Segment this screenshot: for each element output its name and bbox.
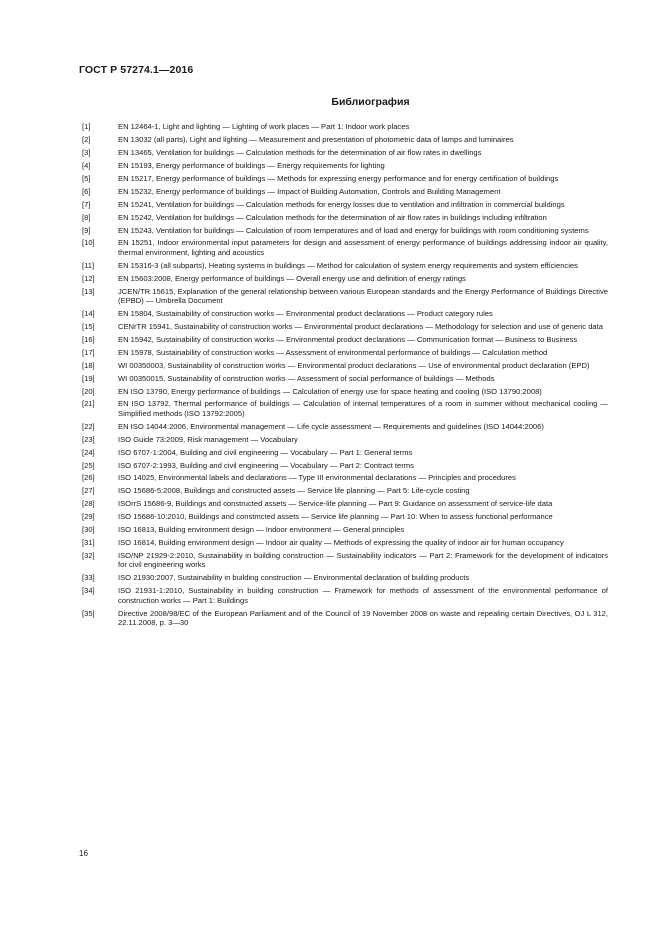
reference-text: CENrTR 15941, Sustainability of construction works — Environmental product declarations — Methodology for selection and use of generic data (118, 321, 603, 331)
bibliography-entry (82, 213, 608, 222)
reference-text: EN 15942, Sustainability of construction works — Environmental product declarations — Communication format — Business to Business (118, 334, 578, 344)
reference-number: [7] (82, 199, 91, 209)
bibliography-entry (82, 174, 608, 183)
reference-text: Directive 2008/98/EC of the European Parliament and of the Council of 19 November 2008 on waste and repealing certain Directives, OJ L 312, 22.11.2008, p. 3—30 (118, 608, 608, 627)
reference-number: [9] (82, 225, 91, 235)
reference-number: [18] (82, 360, 95, 370)
reference-text: EN 15804, Sustainability of construction works — Environmental product declarations — Product category rules (118, 308, 493, 318)
reference-number: [19] (82, 373, 95, 383)
reference-text: ISO 16814, Building environment design — Indoor air quality — Methods of expressing the quality of indoor air for human occupancy (118, 538, 564, 548)
reference-number: [33] (82, 573, 95, 583)
reference-text: ISO Guide 73:2009, Risk management — Vocabulary (118, 434, 298, 444)
bibliography-entry (82, 148, 608, 157)
bibliography-entry (82, 238, 608, 257)
reference-text: EN 15243, Ventilation for buildings — Calculation of room temperatures and of load and energy for buildings with room conditioning systems (118, 225, 589, 235)
reference-number: [35] (82, 608, 95, 618)
reference-number: [5] (82, 173, 91, 183)
reference-text: EN 15978, Sustainability of construction works — Assessment of environmental performance of buildings — Calculation method (118, 347, 548, 357)
reference-text: ISO 16813, Building environment design — Indoor environment — General principles (118, 525, 405, 535)
reference-number: [13] (82, 286, 95, 296)
reference-number: [10] (82, 238, 95, 248)
reference-number: [22] (82, 421, 95, 431)
reference-number: [30] (82, 525, 95, 535)
reference-number: [4] (82, 160, 91, 170)
reference-text: EN 15232, Energy performance of buildings — Impact of Building Automation, Controls and Building Management (118, 186, 501, 196)
reference-number: [1] (82, 122, 91, 131)
bibliography-entry (82, 609, 608, 628)
bibliography-entry (82, 261, 608, 270)
reference-text: ISO/NP 21929-2:2010, Sustainability in building construction — Sustainability indicators — Part 2: Framework for the development of indicators for civil engineering works (118, 551, 608, 570)
reference-number: [29] (82, 512, 95, 522)
reference-text: EN 15217, Energy performance of buildings — Methods for expressing energy performance and for energy certification of buildings (118, 173, 559, 183)
reference-text: EN ISO 13790, Energy performance of buildings — Calculation of energy use for space heating and cooling (ISO 13790:2008) (118, 386, 542, 396)
reference-text: ISO 6707-2:1993, Building and civil engineering — Vocabulary — Part 2: Contract terms (118, 460, 414, 470)
reference-text: ISO 15686-5:2008, Buildings and constructed assets — Service life planning — Part 5: Life-cycle costing (118, 486, 470, 496)
reference-text: WI 00350015, Sustainability of construction works — Assessment of social performance of buildings — Methods (118, 373, 495, 383)
reference-number: [14] (82, 308, 95, 318)
document-code: ГОСТ Р 57274.1—2016 (79, 64, 194, 76)
bibliography-entry (82, 374, 608, 383)
bibliography-entry (82, 335, 608, 344)
bibliography-entry (82, 586, 608, 605)
reference-number: [2] (82, 134, 91, 144)
reference-text: ISO 15686-10:2010, Buildings and constmcted assets — Service life planning — Part 10: When to assess functional performance (118, 512, 553, 522)
bibliography-entry (82, 448, 608, 457)
reference-text: EN 12464-1, Light and lighting — Lighting of work places — Part 1: Indoor work places (118, 122, 410, 131)
reference-text: JCEN/TR 15615, Explanation of the general relationship between various European standards and the Energy Performance of Buildings Directive (EPBD) — Umbrella Document (118, 286, 608, 305)
reference-text: EN 15241, Ventilation for buildings — Calculation methods for energy losses due to ventilation and infiltration in commercial buildings (118, 199, 565, 209)
reference-number: [12] (82, 273, 95, 283)
bibliography-entry (82, 538, 608, 547)
reference-number: [3] (82, 147, 91, 157)
reference-number: [15] (82, 321, 95, 331)
reference-text: WI 00350003, Sustainability of construction works — Environmental product declarations — Use of environmental product declaration (EPD) (118, 360, 590, 370)
bibliography-entry (82, 122, 608, 131)
reference-text: EN 13465, Ventilation for buildings — Calculation methods for the determination of air flow rates in dwellings (118, 147, 482, 157)
bibliography-entry (82, 361, 608, 370)
reference-text: ISOrrS 15686-9, Buildings and constructed assets — Service-life planning — Part 9: Guidance on assessment of service-life data (118, 499, 553, 509)
bibliography-entry (82, 309, 608, 318)
reference-number: [21] (82, 399, 95, 409)
bibliography-entry (82, 512, 608, 521)
bibliography-entry (82, 499, 608, 508)
bibliography-entry (82, 274, 608, 283)
reference-number: [34] (82, 586, 95, 596)
reference-number: [32] (82, 551, 95, 561)
bibliography-title: Библиография (331, 96, 410, 108)
bibliography-entry (82, 387, 608, 396)
reference-text: EN ISO 13792, Thermal performance of buildings — Calculation of internal temperatures of a room in summer without mechanical cooling — Simplified methods (ISO 13792:2005) (118, 399, 608, 418)
page-number: 16 (79, 849, 88, 858)
reference-number: [31] (82, 538, 95, 548)
reference-number: [6] (82, 186, 91, 196)
reference-number: [25] (82, 460, 95, 470)
reference-text: EN ISO 14044:2006, Environmental management — Life cycle assessment — Requirements and guidelines (ISO 14044:2006) (118, 421, 544, 431)
reference-number: [27] (82, 486, 95, 496)
reference-number: [20] (82, 386, 95, 396)
bibliography-entry (82, 161, 608, 170)
reference-number: [16] (82, 334, 95, 344)
reference-number: [28] (82, 499, 95, 509)
bibliography-entry (82, 461, 608, 470)
bibliography-entry (82, 200, 608, 209)
reference-number: [11] (82, 260, 95, 270)
reference-text: EN 15316-3 (all subparts), Heating systems in buildings — Method for calculation of system energy requirements and system efficiencies (118, 260, 578, 270)
reference-number: [17] (82, 347, 95, 357)
bibliography-entry (82, 226, 608, 235)
reference-number: [26] (82, 473, 95, 483)
reference-number: [23] (82, 434, 95, 444)
reference-text: ISO 21931-1:2010, Sustainability in building construction — Framework for methods of assessment of the environmental performance of construction works — Part 1: Buildings (118, 586, 608, 605)
bibliography-entry (82, 422, 608, 431)
bibliography-entry (82, 486, 608, 495)
bibliography-entry (82, 525, 608, 534)
bibliography-entry (82, 399, 608, 418)
reference-text: EN 15193, Energy performance of buildings — Energy requirements for lighting (118, 160, 385, 170)
reference-text: EN 13032 (all parts), Light and lighting — Measurement and presentation of photometric data of lamps and luminaires (118, 134, 514, 144)
bibliography-entry (82, 435, 608, 444)
bibliography-entry (82, 287, 608, 306)
bibliography-entry (82, 187, 608, 196)
bibliography-entry (82, 551, 608, 570)
reference-text: EN 15251, Indoor environmental input parameters for design and assessment of energy performance of buildings addressing indoor air quality, thermal environment, lighting and acoustics (118, 238, 608, 257)
reference-number: [8] (82, 212, 91, 222)
bibliography-entry (82, 573, 608, 582)
bibliography-entry (82, 135, 608, 144)
reference-text: ISO 6707-1:2004, Building and civil engineering — Vocabulary — Part 1: General terms (118, 447, 413, 457)
bibliography-entry (82, 322, 608, 331)
bibliography-list (82, 122, 608, 631)
reference-text: ISO 21930:2007, Sustainability in building construction — Environmental declaration of building products (118, 573, 470, 583)
bibliography-entry (82, 348, 608, 357)
bibliography-entry (82, 473, 608, 482)
reference-text: EN 15242, Ventilation for buildings — Calculation methods for the determination of air flow rates in buildings including infiltration (118, 212, 547, 222)
reference-text: ISO 14025, Environmental labels and declarations — Type III environmental declarations — Principles and procedures (118, 473, 516, 483)
reference-text: EN 15603:2008, Energy performance of buildings — Overall energy use and definition of energy ratings (118, 273, 466, 283)
reference-number: [24] (82, 447, 95, 457)
